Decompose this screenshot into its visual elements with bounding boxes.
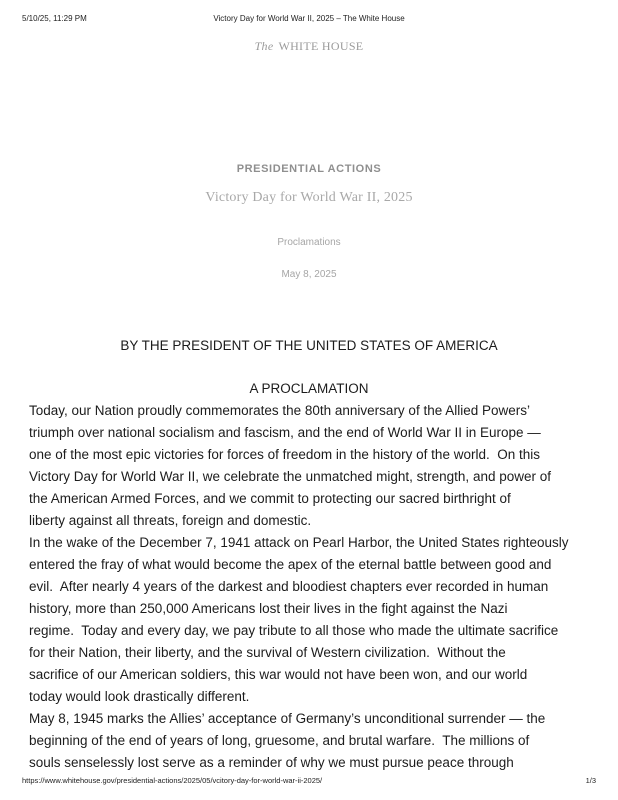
print-timestamp: 5/10/25, 11:29 PM — [22, 14, 87, 23]
paragraph: In the wake of the December 7, 1941 attack on Pearl Harbor, the United States righteously entered the fray of what would become the apex of the eternal battle between good and evil. After nearly 4 years of the darkest and bloodiest chapters ever recorded in human history, more than 250,000 Americans lost their lives in the fight against the Nazi regime. Today and every day, we pay tribute to all those who made the ultimate sacrifice for their Nation, their liberty, and the survival of Western civilization. Without the sacrifice of our American soldiers, this war would not have been won, and our world today would look drastically different. — [29, 535, 569, 704]
page-title: Victory Day for World War II, 2025 — [205, 190, 413, 205]
paragraph: May 8, 1945 marks the Allies’ acceptance of Germany’s unconditional surrender — the beginning of the end of years of long, gruesome, and brutal warfare. The millions of souls senselessly lost serve as a reminder of why we must pursue peace through — [29, 711, 546, 770]
logo-prefix: The — [254, 39, 274, 53]
section-label[interactable]: PRESIDENTIAL ACTIONS — [236, 163, 382, 175]
print-page-title: Victory Day for World War II, 2025 – The White House — [213, 14, 405, 23]
publish-date: May 8, 2025 — [281, 269, 337, 280]
print-footer — [22, 776, 596, 788]
proclamation-body — [29, 400, 593, 774]
paragraph: Today, our Nation proudly commemorates the 80th anniversary of the Allied Powers’ triumph over national socialism and fascism, and the end of World War II in Europe — one of the most epic victories for forces of freedom in the history of the world. On this Victory Day for World War II, we celebrate the unmatched might, strength, and power of the American Armed Forces, and we commit to protecting our sacred birthright of liberty against all threats, foreign and domestic. — [29, 403, 551, 528]
category-link[interactable]: Proclamations — [277, 237, 341, 248]
white-house-logo[interactable] — [0, 39, 618, 54]
logo-name: WHITE HOUSE — [278, 39, 364, 53]
print-header — [22, 14, 596, 26]
page-number: 1/3 — [585, 776, 596, 785]
print-url: https://www.whitehouse.gov/presidential-actions/2025/05/vcitory-day-for-world-war-ii-2025/ — [22, 776, 323, 785]
by-line: BY THE PRESIDENT OF THE UNITED STATES OF AMERICA — [120, 338, 498, 353]
proclamation-heading: A PROCLAMATION — [249, 381, 369, 396]
